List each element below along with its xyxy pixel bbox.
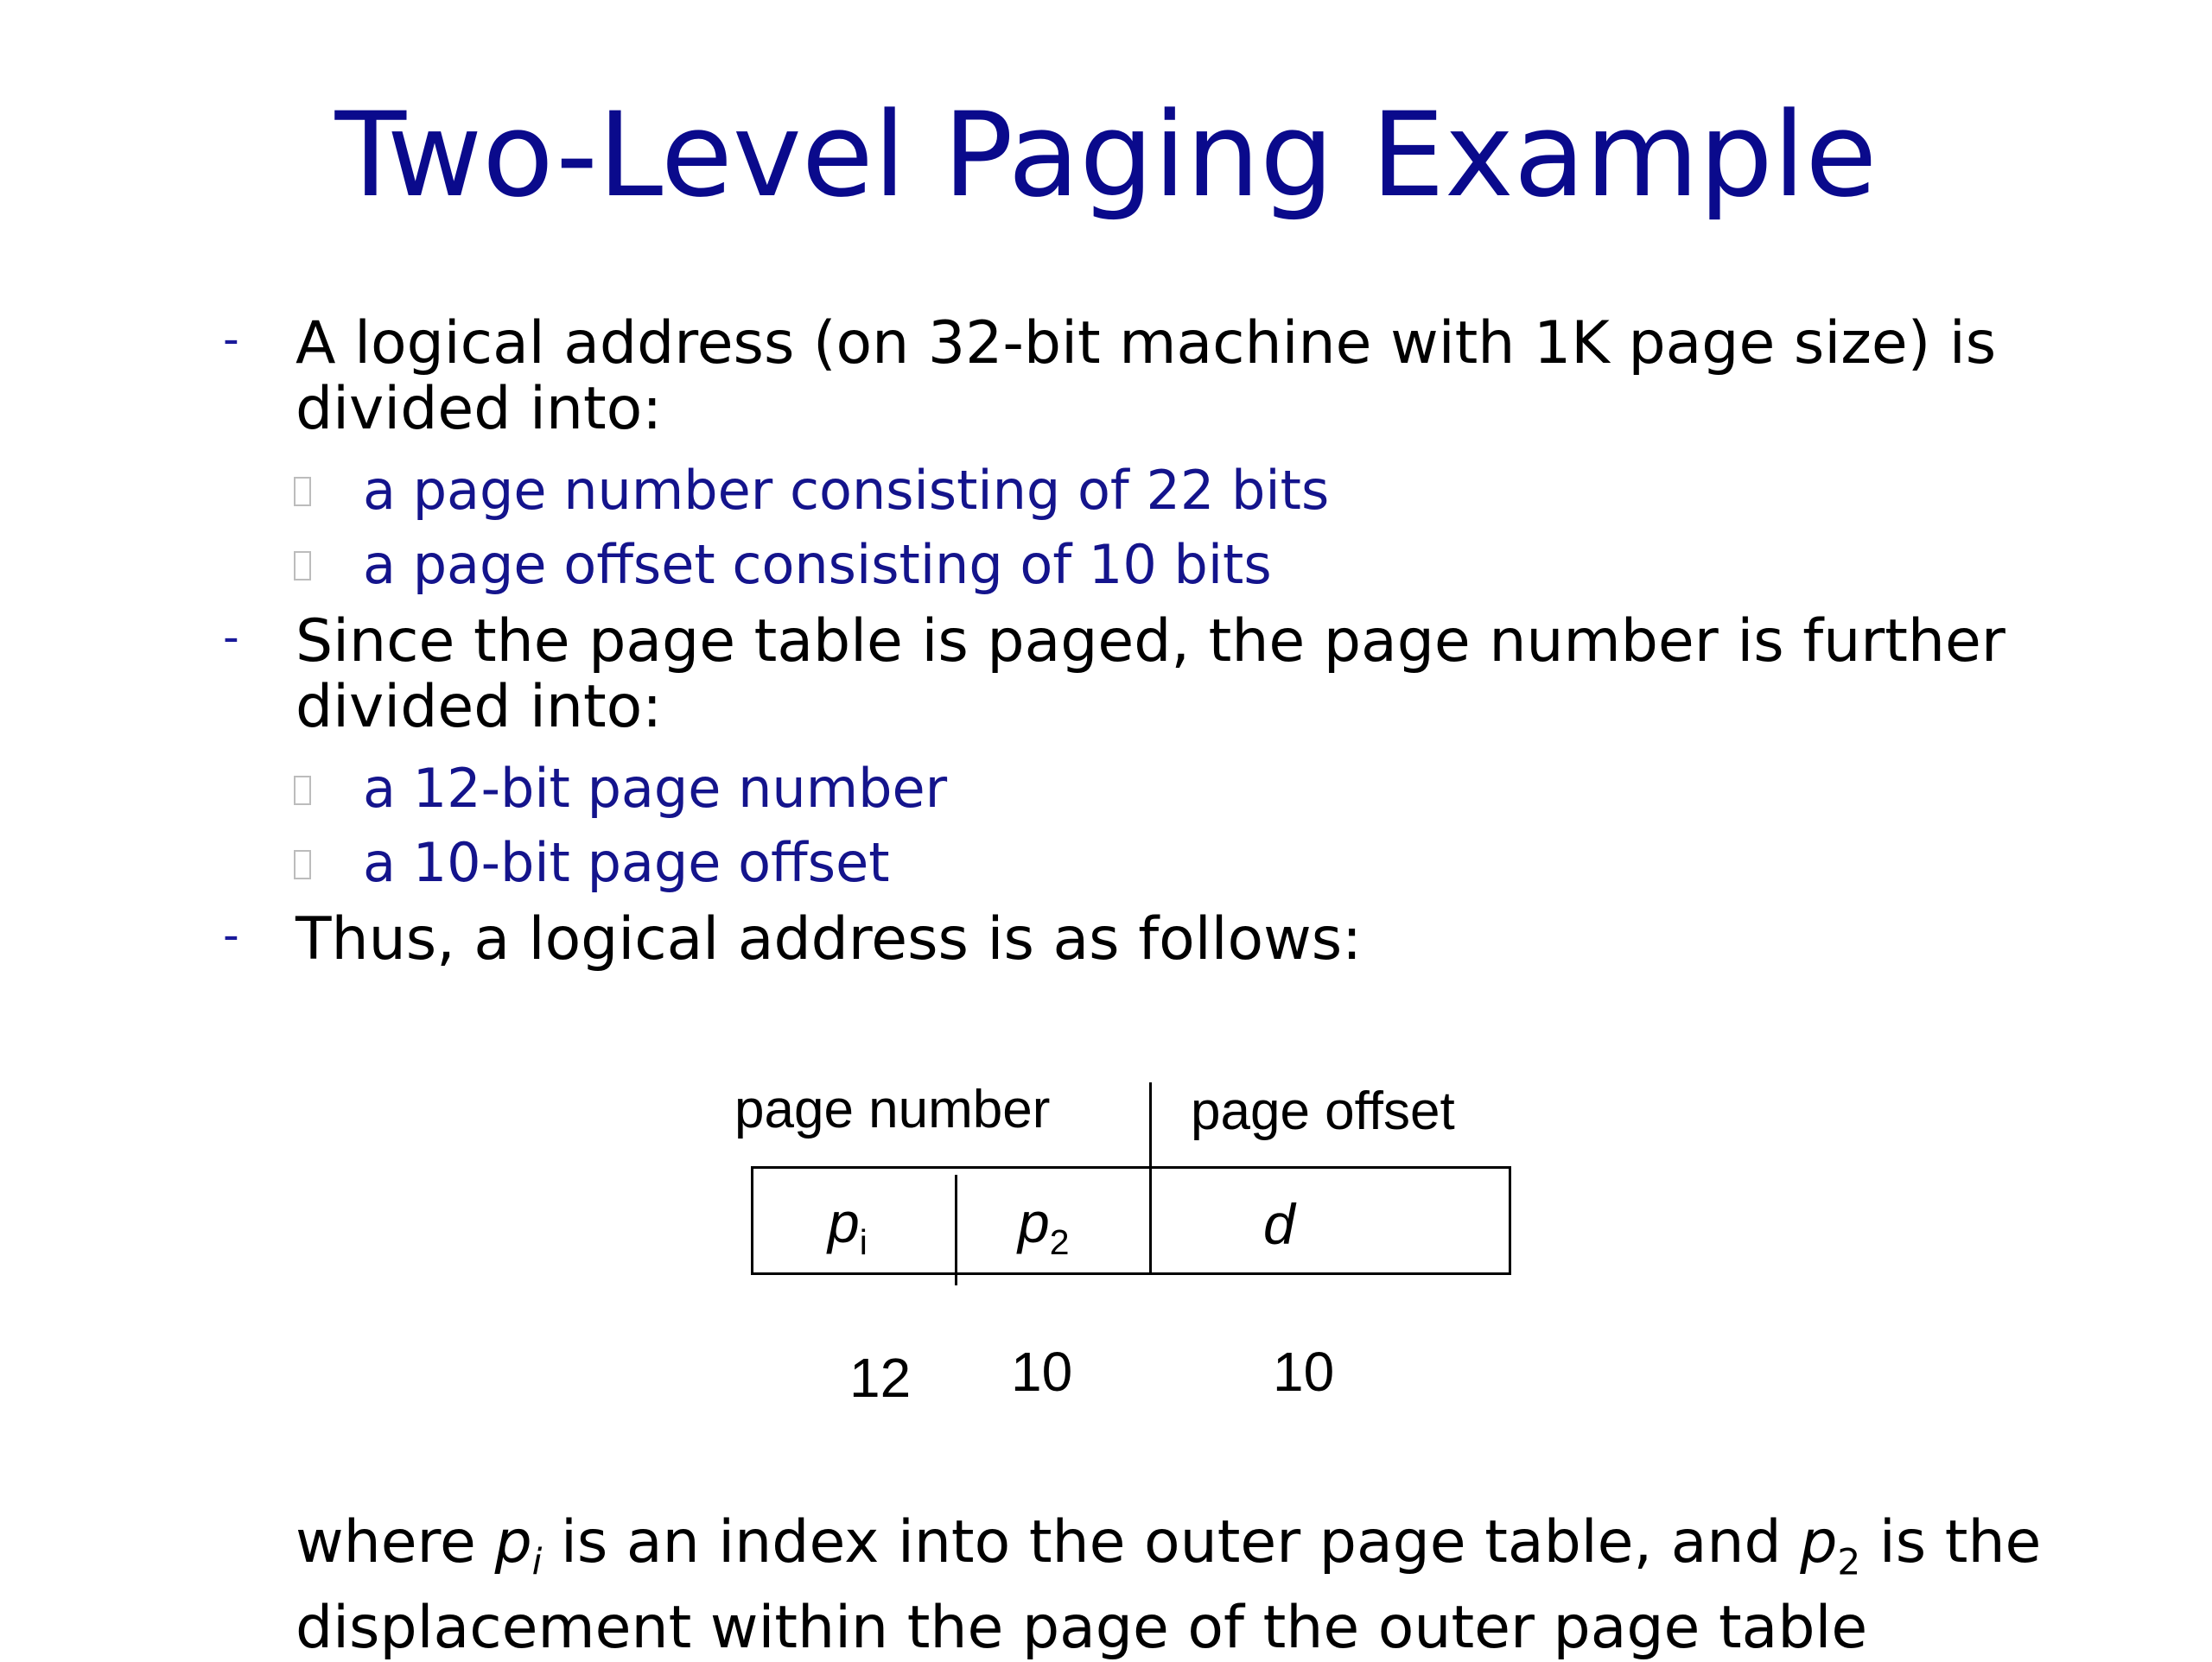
p1-p2-divider-line	[955, 1175, 957, 1285]
bit-width-p2: 10	[1011, 1341, 1073, 1403]
sub-bullet-marker	[294, 477, 311, 506]
field-p1: $p_i$	[828, 1190, 868, 1263]
offset-divider-line	[1149, 1082, 1152, 1275]
sub-bullet-text: a 12-bit page number	[363, 757, 948, 820]
bullet-text: A logical address (on 32-bit machine with 1K page size) is divided into:	[296, 309, 1997, 443]
field-p2: $p_2$	[1018, 1190, 1070, 1263]
bullet-text: Since the page table is paged, the page number is further divided into:	[296, 607, 2005, 741]
footer-explanation: where $p_i$ is an index into the outer page table, and $p_2$ is the displacement within the page of the outer page table	[296, 1508, 2042, 1662]
field-d: d	[1263, 1192, 1295, 1256]
page-offset-label: page offset	[1191, 1082, 1455, 1141]
bullet-dash: -	[223, 314, 239, 365]
sub-bullet-text: a 10-bit page offset	[363, 831, 890, 894]
bit-width-d: 10	[1273, 1341, 1335, 1403]
bit-width-p1: 12	[849, 1347, 912, 1409]
sub-bullet-text: a page number consisting of 22 bits	[363, 459, 1330, 522]
bullet-dash: -	[223, 612, 239, 663]
sub-bullet-marker	[294, 850, 311, 879]
sub-bullet-marker	[294, 776, 311, 805]
sub-bullet-marker	[294, 551, 311, 580]
slide-title: Two-Level Paging Example	[334, 87, 1878, 223]
page-number-label: page number	[734, 1080, 1051, 1139]
sub-bullet-text: a page offset consisting of 10 bits	[363, 533, 1272, 596]
bullet-text: Thus, a logical address is as follows:	[296, 905, 1363, 974]
bullet-dash: -	[223, 910, 239, 961]
